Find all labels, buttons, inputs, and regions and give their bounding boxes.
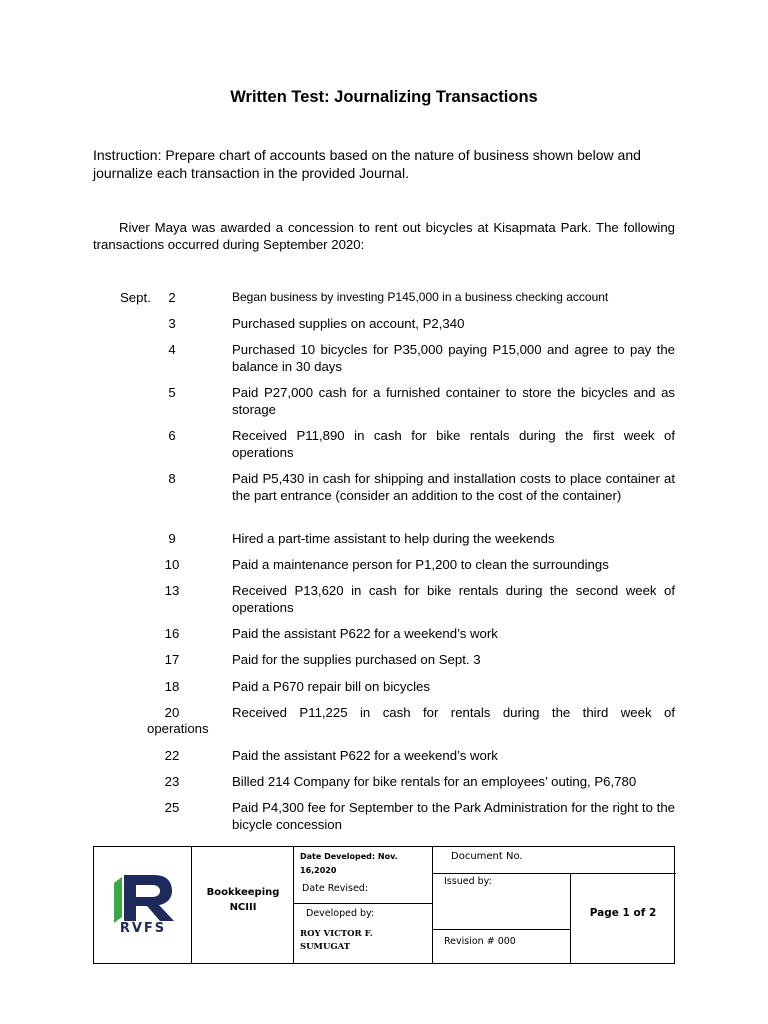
transaction-day: 6 bbox=[168, 428, 176, 443]
page-number-label: Page 1 of 2 bbox=[589, 907, 657, 919]
transaction-text: Received P13,620 in cash for bike rentals during the second week of operations bbox=[232, 583, 675, 615]
transaction-text: Paid a maintenance person for P1,200 to clean the surroundings bbox=[232, 557, 609, 572]
transaction-text: Paid P27,000 cash for a furnished container to store the bicycles and as storage bbox=[232, 385, 675, 417]
table-divider bbox=[432, 873, 676, 874]
page-title: Written Test: Journalizing Transactions bbox=[230, 88, 538, 106]
transaction-day: 18 bbox=[164, 679, 180, 694]
transaction-text: Paid the assistant P622 for a weekend’s work bbox=[232, 626, 498, 641]
transaction-day: 10 bbox=[164, 557, 180, 572]
transaction-text: Paid the assistant P622 for a weekend’s work bbox=[232, 748, 498, 763]
document-no-label: Document No. bbox=[451, 851, 523, 862]
table-divider bbox=[432, 847, 433, 963]
transaction-day: 2 bbox=[168, 290, 176, 305]
transaction-text: Billed 214 Company for bike rentals for an employees’ outing, P6,780 bbox=[232, 774, 637, 789]
developer-name: ROY VICTOR F. SUMUGAT bbox=[300, 929, 373, 952]
transaction-text: Began business by investing P145,000 in a business checking account bbox=[232, 290, 609, 304]
transaction-day: 17 bbox=[164, 652, 180, 667]
transaction-day: 23 bbox=[164, 774, 180, 789]
transaction-text-wrap: operations bbox=[147, 721, 209, 736]
transaction-text: Purchased 10 bicycles for P35,000 paying P15,000 and agree to pay the balance in 30 days bbox=[232, 342, 675, 374]
logo-text: RVFS bbox=[119, 921, 167, 936]
table-divider bbox=[432, 929, 570, 930]
transaction-text: Paid for the supplies purchased on Sept. 3 bbox=[232, 652, 481, 667]
transaction-text: Paid P4,300 fee for September to the Park Administration for the right to the bicycle concession bbox=[232, 800, 675, 832]
intro-paragraph: River Maya was awarded a concession to rent out bicycles at Kisapmata Park. The following transactions occurred during September 2020: bbox=[93, 220, 675, 252]
transaction-day: 5 bbox=[168, 385, 176, 400]
developed-by-label: Developed by: bbox=[306, 908, 375, 919]
document-control-table bbox=[93, 846, 675, 964]
rvfs-logo bbox=[106, 869, 180, 939]
transaction-day: 13 bbox=[164, 583, 180, 598]
instruction-text: Instruction: Prepare chart of accounts based on the nature of business shown below and journalize each transaction in the provided Journal. bbox=[93, 147, 641, 181]
transaction-day: 8 bbox=[168, 471, 176, 486]
issued-by-label: Issued by: bbox=[444, 876, 492, 887]
transaction-day: 16 bbox=[164, 626, 180, 641]
revision-label: Revision # 000 bbox=[444, 936, 516, 947]
table-divider bbox=[293, 847, 294, 963]
month-label: Sept. bbox=[120, 290, 151, 305]
date-revised-label: Date Revised: bbox=[302, 883, 369, 894]
qualification-label: Bookkeeping NCIII bbox=[206, 887, 280, 913]
date-developed-label: Date Developed: Nov. 16,2020 bbox=[300, 852, 398, 875]
transaction-day: 25 bbox=[164, 800, 180, 815]
table-divider bbox=[293, 903, 432, 904]
transaction-text: Received P11,890 in cash for bike rentals during the first week of operations bbox=[232, 428, 675, 460]
table-divider bbox=[191, 847, 192, 963]
transaction-text: Paid a P670 repair bill on bicycles bbox=[232, 679, 430, 694]
transaction-day: 4 bbox=[168, 342, 176, 357]
transaction-day: 3 bbox=[168, 316, 176, 331]
transaction-text: Paid P5,430 in cash for shipping and installation costs to place container at the part entrance (consider an addition to the cost of the container) bbox=[232, 471, 675, 503]
transaction-day: 9 bbox=[168, 531, 176, 546]
transaction-day: 22 bbox=[164, 748, 180, 763]
transaction-text: Hired a part-time assistant to help during the weekends bbox=[232, 531, 555, 546]
transaction-text: Purchased supplies on account, P2,340 bbox=[232, 316, 465, 331]
transaction-day: 20 bbox=[164, 705, 180, 720]
transaction-text: Received P11,225 in cash for rentals during the third week of bbox=[232, 705, 675, 720]
